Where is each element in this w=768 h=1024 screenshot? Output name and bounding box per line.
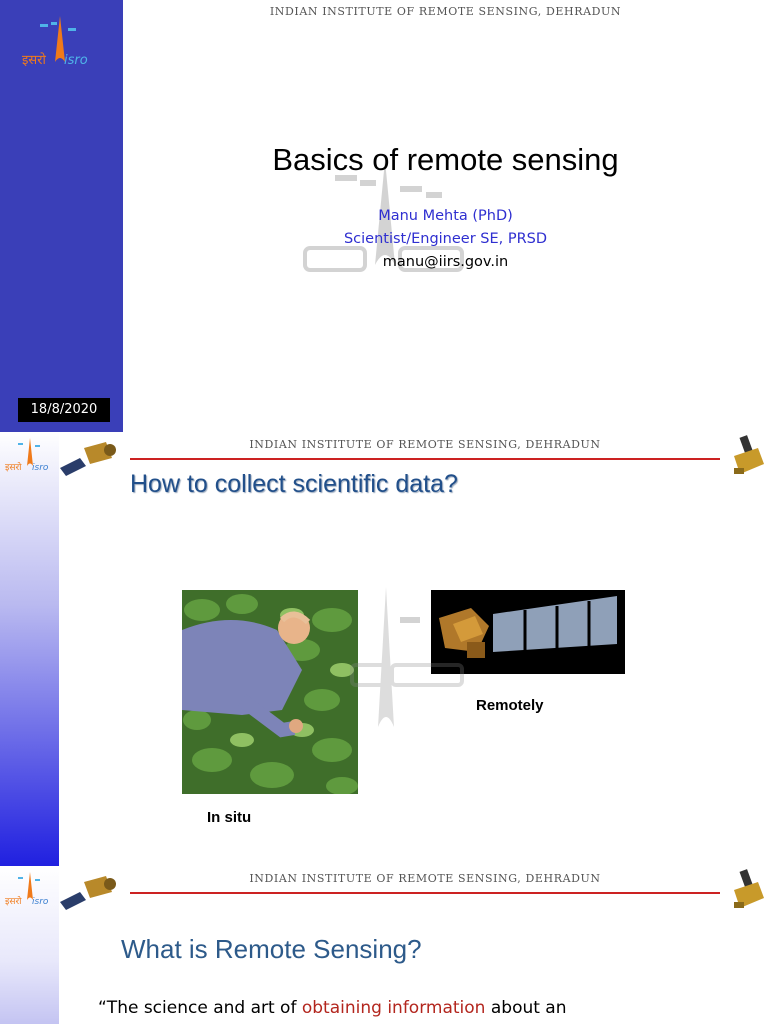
institute-header: INDIAN INSTITUTE OF REMOTE SENSING, DEHRADUN [269,5,622,18]
header-divider [130,892,720,894]
satellite-icon [728,434,768,478]
isro-logo-icon [4,870,56,910]
definition-post: about an [485,998,567,1018]
institute-header: INDIAN INSTITUTE OF REMOTE SENSING, DEHRADUN [249,872,601,885]
satellite-icon [58,872,118,912]
author-email[interactable]: manu@iirs.gov.in [382,254,509,270]
title-sidebar [0,0,123,432]
presentation-title: Basics of remote sensing [272,142,619,177]
svg-text:isro: isro [32,463,49,473]
slide-heading: How to collect scientific data? [130,470,458,498]
date-label: 18/8/2020 [18,398,110,422]
svg-text:इसरो: इसरो [5,463,22,473]
author-name: Manu Mehta (PhD) [378,208,513,224]
slide-collect-data [0,432,768,866]
header-divider [130,458,720,460]
institute-header: INDIAN INSTITUTE OF REMOTE SENSING, DEHRADUN [249,438,601,451]
slide-heading: What is Remote Sensing? [121,934,422,964]
isro-watermark-icon [340,577,470,727]
insitu-label: In situ [207,809,252,826]
slide-title [0,0,768,432]
slide-sidebar [0,432,59,866]
svg-text:isro: isro [32,897,49,907]
isro-logo-icon [4,436,56,476]
svg-text:इसरो: इसरो [5,897,22,907]
definition-text [98,996,588,1020]
definition-highlight: obtaining information [301,998,486,1018]
definition-pre: “The science and art of [98,998,302,1018]
svg-text:isro: isro [64,53,88,68]
insitu-photo [182,590,358,794]
author-role: Scientist/Engineer SE, PRSD [343,231,548,247]
remote-label: Remotely [476,697,544,714]
slide-what-is-rs [0,866,768,1024]
isro-logo-icon [18,14,102,76]
svg-text:इसरो: इसरो [22,53,46,68]
satellite-icon [728,868,768,912]
satellite-icon [58,438,118,478]
